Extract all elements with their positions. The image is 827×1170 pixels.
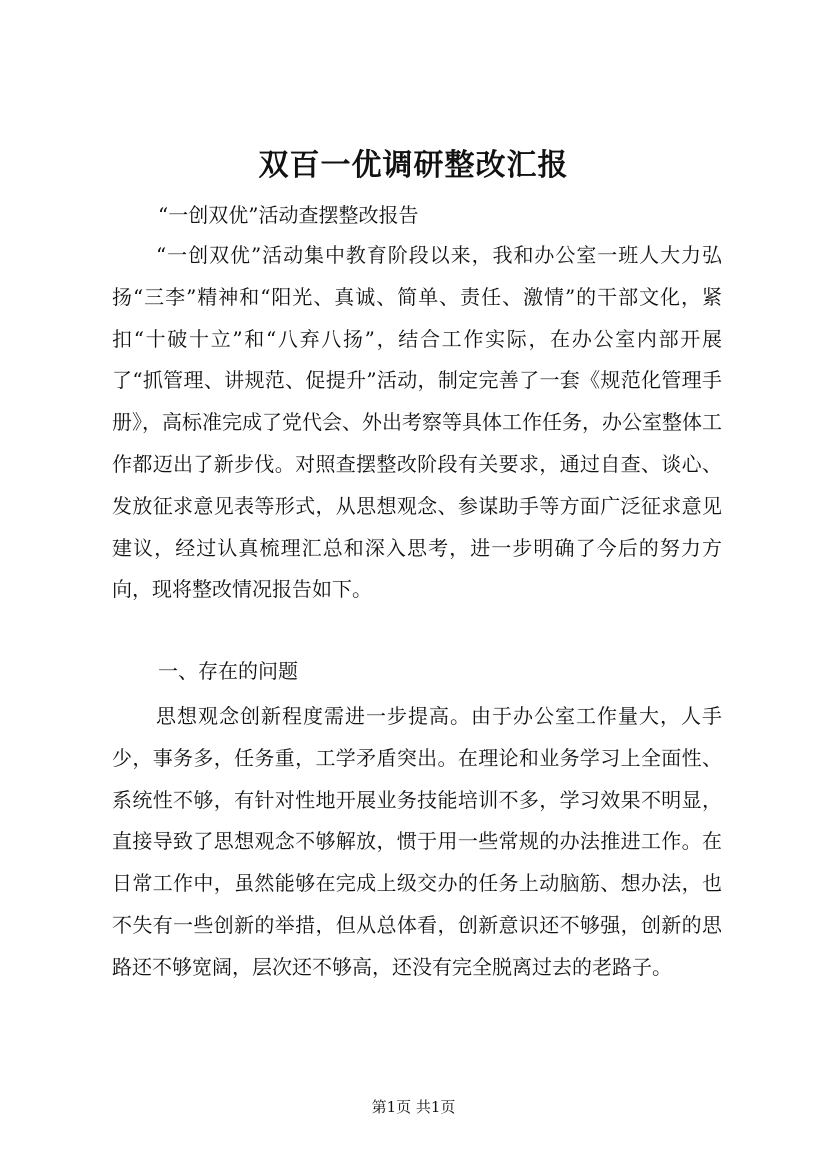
page-footer: 第1页 共1页 xyxy=(371,1098,456,1116)
section-heading: 一、存在的问题 xyxy=(158,659,298,683)
document-subtitle: “一创双优”活动查摆整改报告 xyxy=(158,203,419,227)
document-title: 双百一优调研整改汇报 xyxy=(258,148,569,183)
body-paragraph-intro: “一创双优”活动集中教育阶段以来，我和办公室一班人大力弘扬“三李”精神和“阳光、真诚、简单、责任、激情”的干部文化，紧扣“十破十立”和“八弃八扬”，结合工作实际，在办公室内部开展了“抓管理、讲规范、促提升”活动，制定完善了一套《规范化管理手册》，高标准完成了党代会、外出考察等具体工作任务，办公室整体工作都迈出了新步伐。对照查摆整改阶段有关要求，通过自查、谈心、发放征求意见表等形式，从思想观念、参谋助手等方面广泛征求意见建议，经过认真梳理汇总和深入思考，进一步明确了今后的努力方向，现将整改情况报告如下。 xyxy=(112,243,722,602)
body-paragraph-problems: 思想观念创新程度需进一步提高。由于办公室工作量大，人手少，事务多，任务重，工学矛盾突出。在理论和业务学习上全面性、系统性不够，有针对性地开展业务技能培训不多，学习效果不明显，直接导致了思想观念不够解放，惯于用一些常规的办法推进工作。在日常工作中，虽然能够在完成上级交办的任务上动脑筋、想办法，也不失有一些创新的举措，但从总体看，创新意识还不够强，创新的思路还不够宽阔，层次还不够高，还没有完全脱离过去的老路子。 xyxy=(112,704,722,979)
